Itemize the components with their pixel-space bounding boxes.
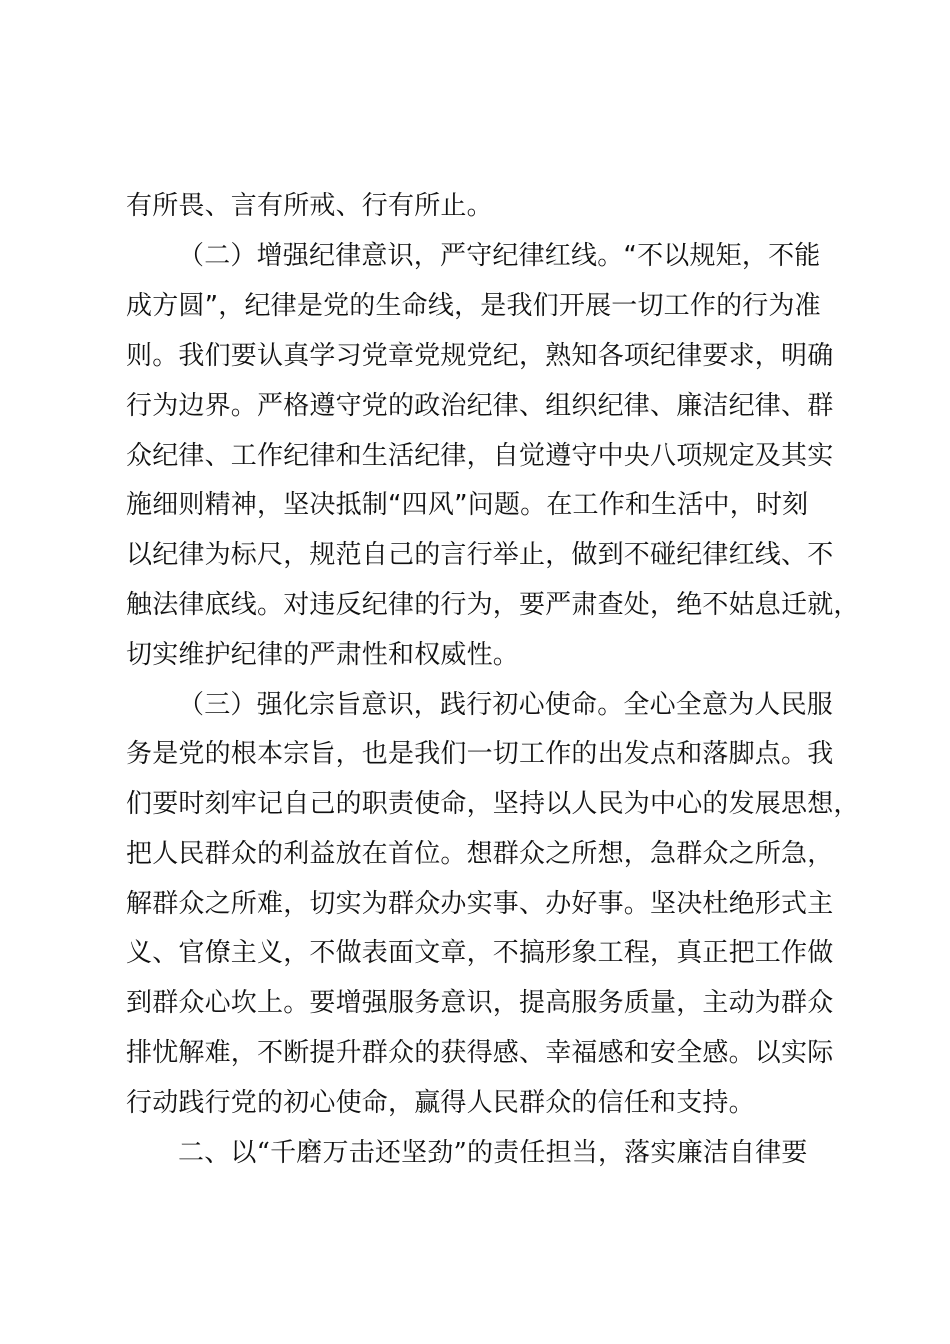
text-line: 以纪律为标尺，规范自己的言行举止，做到不碰纪律红线、不	[126, 540, 834, 570]
text-line: （二）增强纪律意识，严守纪律红线。“不以规矩，不能	[178, 241, 821, 271]
text-line: 触法律底线。对违反纪律的行为，要严肃查处，绝不姑息迁就，	[126, 590, 860, 620]
text-line: （三）强化宗旨意识，践行初心使命。全心全意为人民服	[178, 690, 834, 720]
text-line: 切实维护纪律的严肃性和权威性。	[126, 640, 520, 670]
text-line: 把人民群众的利益放在首位。想群众之所想，急群众之所急，	[126, 839, 834, 869]
text-line: 务是党的根本宗旨，也是我们一切工作的出发点和落脚点。我	[126, 739, 834, 769]
text-line: 则。我们要认真学习党章党规党纪，熟知各项纪律要求，明确	[126, 341, 834, 371]
text-line: 行为边界。严格遵守党的政治纪律、组织纪律、廉洁纪律、群	[126, 391, 834, 421]
text-line: 排忧解难，不断提升群众的获得感、幸福感和安全感。以实际	[126, 1038, 834, 1068]
text-line: 解群众之所难，切实为群众办实事、办好事。坚决杜绝形式主	[126, 889, 834, 919]
text-line: 们要时刻牢记自己的职责使命，坚持以人民为中心的发展思想，	[126, 789, 860, 819]
text-line: 到群众心坎上。要增强服务意识，提高服务质量，主动为群众	[126, 988, 834, 1018]
text-line: 行动践行党的初心使命，赢得人民群众的信任和支持。	[126, 1088, 755, 1118]
text-line: 众纪律、工作纪律和生活纪律，自觉遵守中央八项规定及其实	[126, 441, 834, 471]
text-line: 有所畏、言有所戒、行有所止。	[126, 191, 493, 221]
text-line: 义、官僚主义，不做表面文章，不搞形象工程，真正把工作做	[126, 938, 834, 968]
text-line: 施细则精神，坚决抵制“四风”问题。在工作和生活中，时刻	[126, 490, 809, 520]
text-line: 成方圆”，纪律是党的生命线，是我们开展一切工作的行为准	[126, 291, 821, 321]
section-heading: 二、以“千磨万击还坚劲”的责任担当，落实廉洁自律要	[178, 1138, 808, 1168]
